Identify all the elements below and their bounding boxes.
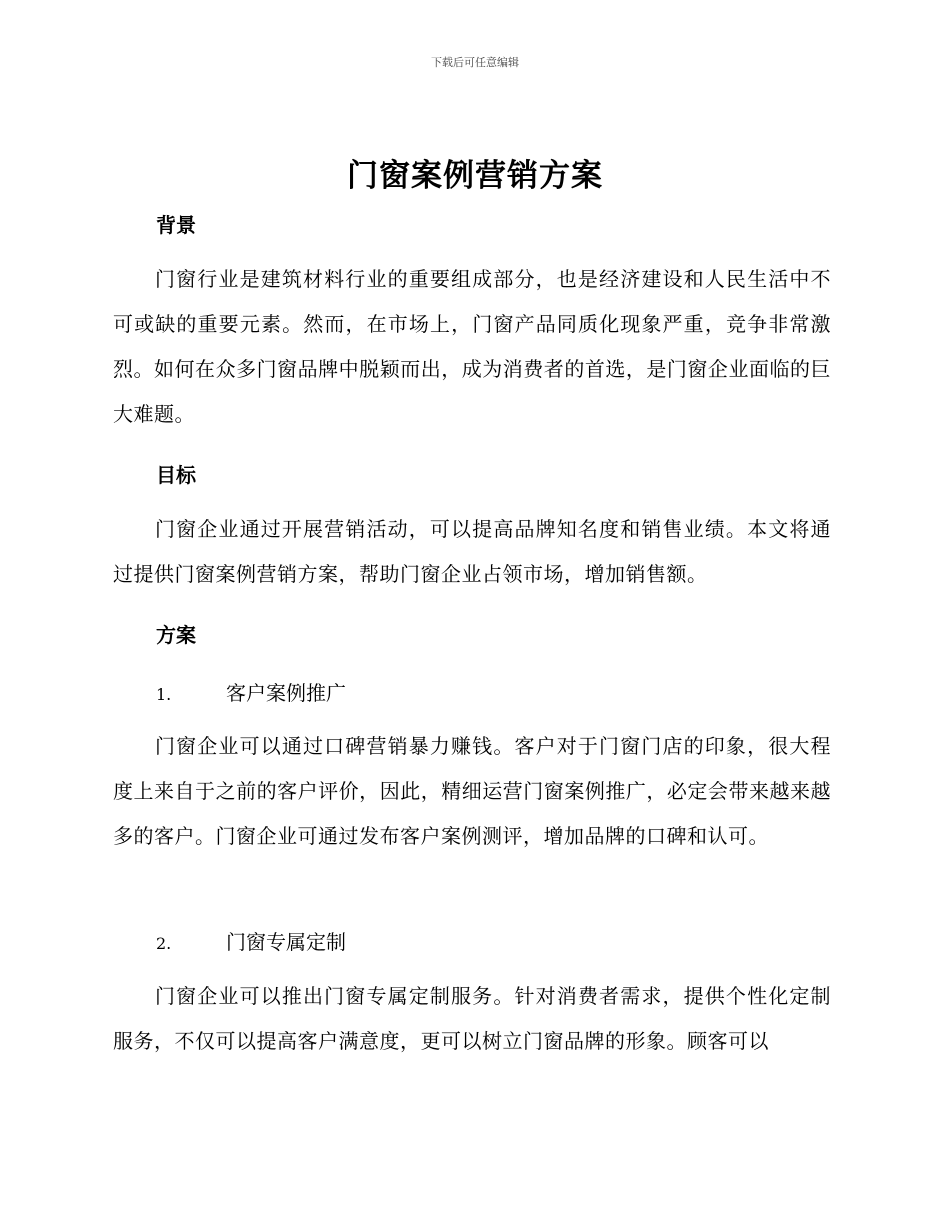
- document-title: 门窗案例营销方案: [347, 158, 603, 194]
- paragraph-plan-item-1: 门窗企业可以通过口碑营销暴力赚钱。客户对于门窗门店的印象，很大程度上来自于之前的客户评价，因此，精细运营门窗案例推广，必定会带来越来越多的客户。门窗企业可通过发布客户案例测评，增加品牌的口碑和认可。: [113, 734, 831, 848]
- list-item-2: [156, 926, 346, 955]
- list-item-label: 客户案例推广: [226, 681, 346, 705]
- list-item-number: 2.: [156, 934, 172, 953]
- paragraph-goal: 门窗企业通过开展营销活动，可以提高品牌知名度和销售业绩。本文将通过提供门窗案例营销方案，帮助门窗企业占领市场，增加销售额。: [113, 517, 831, 586]
- section-heading-background: 背景: [156, 213, 196, 237]
- list-item-number: 1.: [156, 685, 172, 704]
- section-heading-plan: 方案: [156, 623, 196, 647]
- paragraph-background: 门窗行业是建筑材料行业的重要组成部分，也是经济建设和人民生活中不可或缺的重要元素。然而，在市场上，门窗产品同质化现象严重，竞争非常激烈。如何在众多门窗品牌中脱颖而出，成为消费者的首选，是门窗企业面临的巨大难题。: [113, 267, 831, 426]
- list-item-label: 门窗专属定制: [226, 930, 346, 954]
- paragraph-plan-item-2: 门窗企业可以推出门窗专属定制服务。针对消费者需求，提供个性化定制服务，不仅可以提高客户满意度，更可以树立门窗品牌的形象。顾客可以: [113, 984, 831, 1053]
- section-heading-goal: 目标: [156, 463, 196, 487]
- list-item-1: [156, 677, 346, 706]
- header-note: 下载后可任意编辑: [431, 56, 519, 69]
